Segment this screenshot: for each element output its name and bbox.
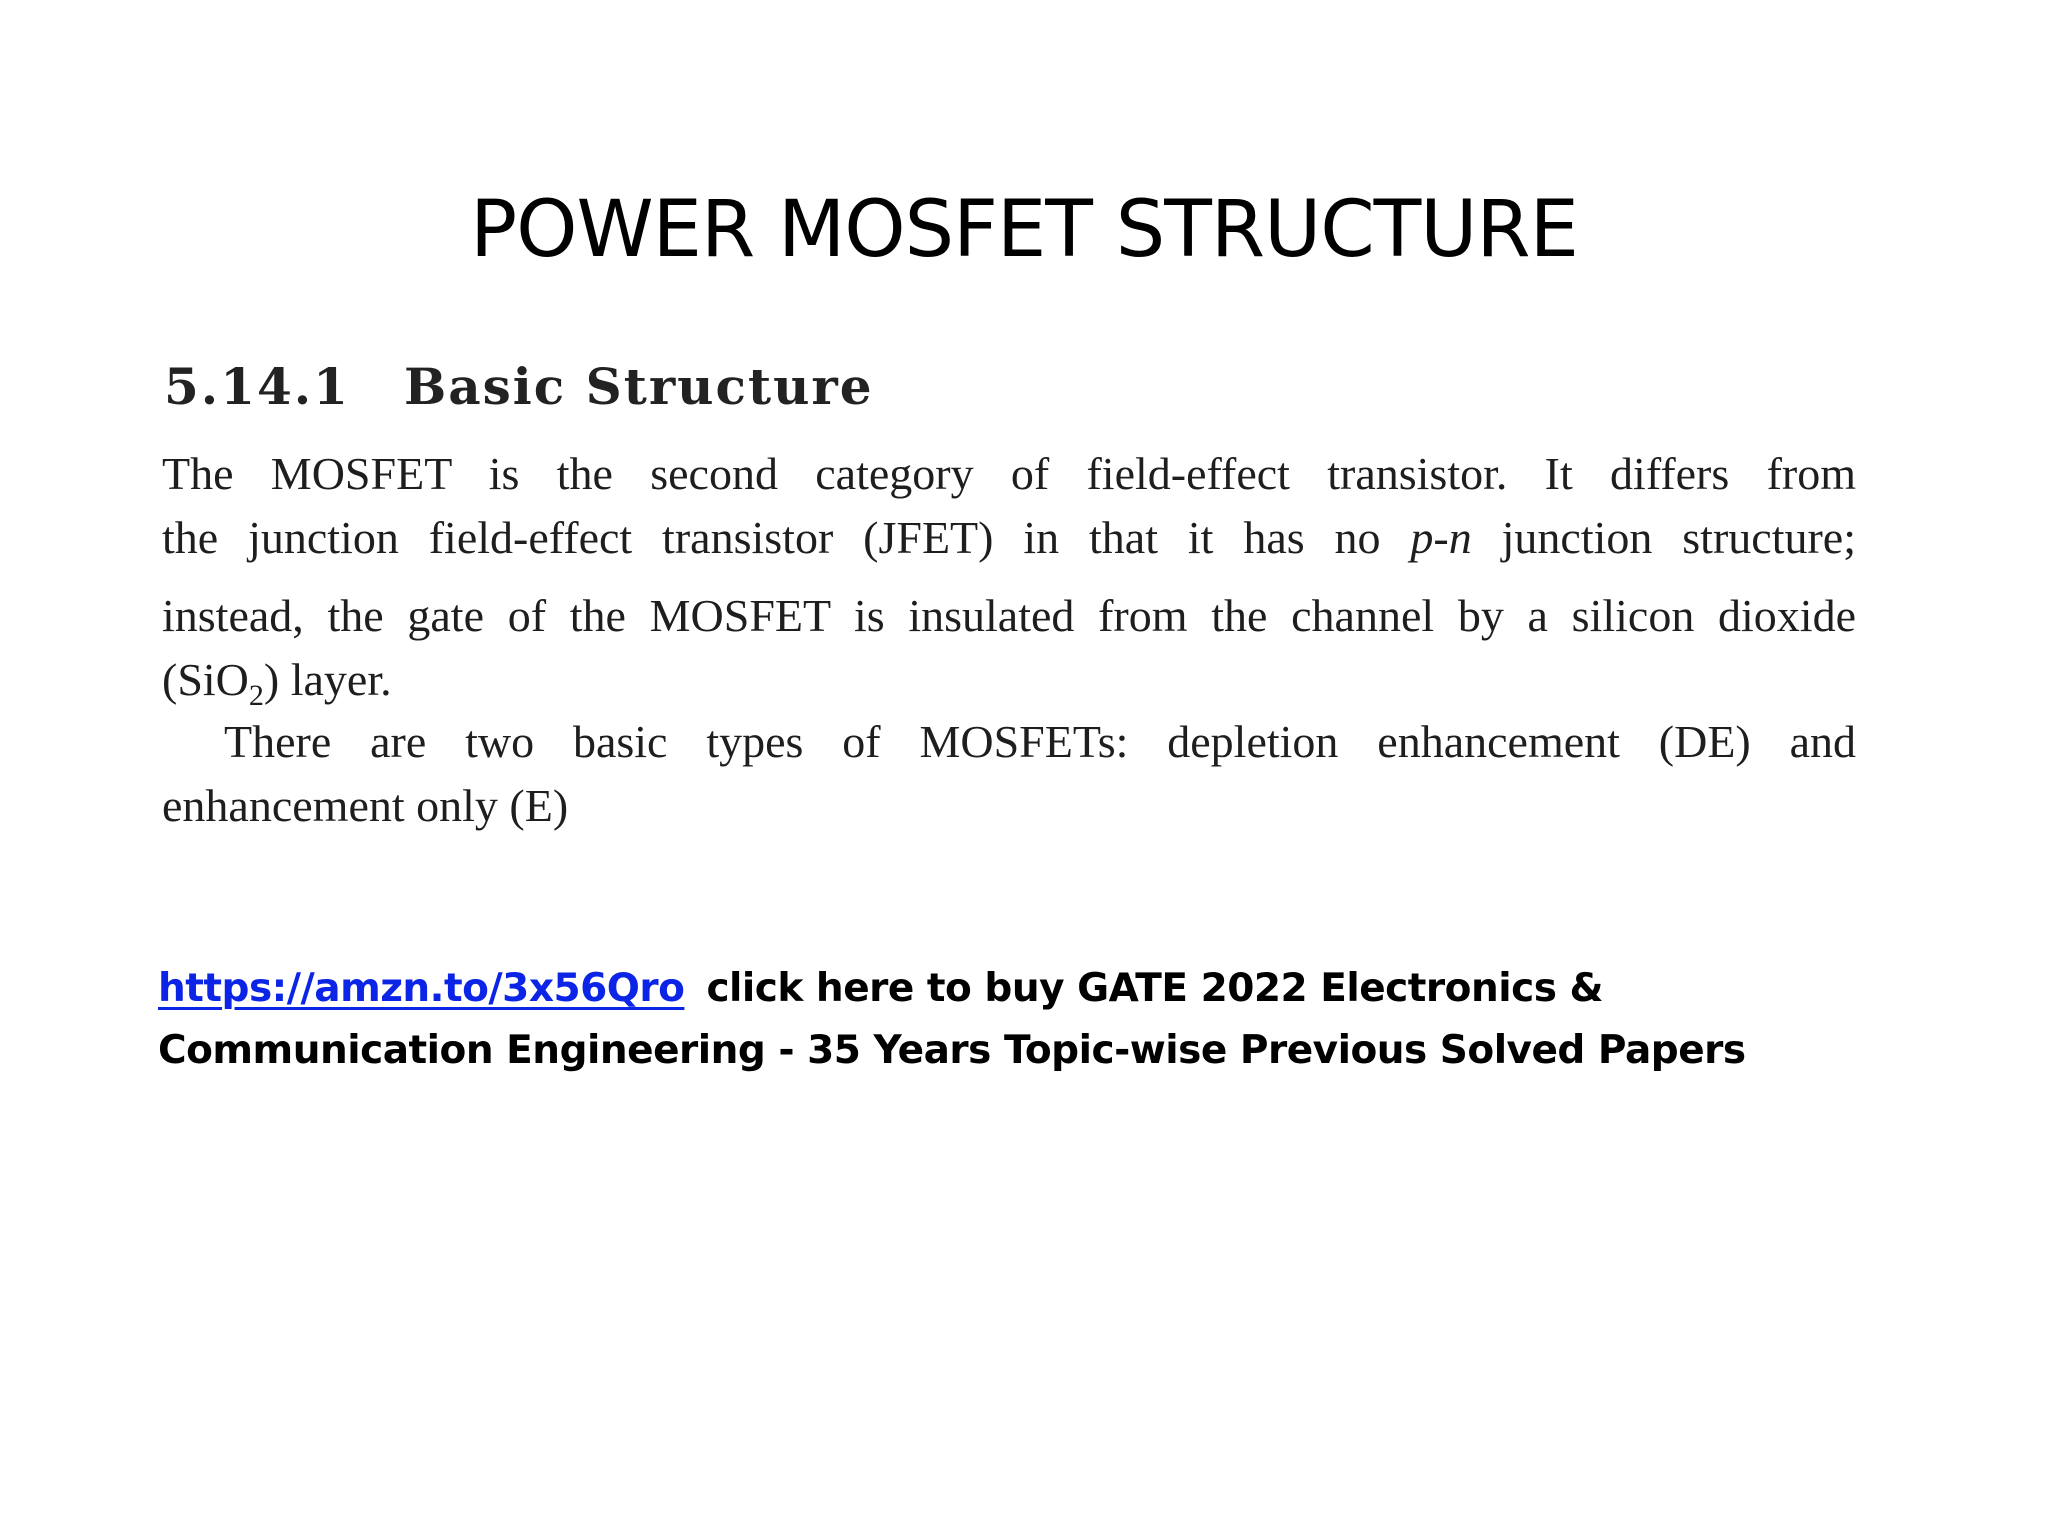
promo-line-1: click here to buy GATE 2022 Electronics & bbox=[706, 966, 1604, 1011]
line-text: the junction field-effect transistor (JFET) in that it has no bbox=[162, 512, 1411, 563]
line-text: junction structure; bbox=[1471, 512, 1856, 563]
paragraph-line: instead, the gate of the MOSFET is insulated from the channel by a silicon dioxide bbox=[162, 590, 1856, 641]
slide-title: POWER MOSFET STRUCTURE bbox=[470, 185, 1578, 275]
paragraph-line bbox=[162, 650, 1856, 710]
scanned-textbook-excerpt bbox=[158, 352, 1878, 852]
paragraph-line: There are two basic types of MOSFETs: depletion enhancement (DE) and bbox=[224, 716, 1856, 767]
subscript: 2 bbox=[248, 679, 264, 712]
promo-text bbox=[158, 958, 1918, 1082]
line-text: (SiO bbox=[162, 654, 249, 705]
section-heading bbox=[164, 352, 874, 422]
line-text: ) layer. bbox=[263, 654, 392, 705]
section-title: Basic Structure bbox=[403, 357, 874, 416]
pn-term: p-n bbox=[1410, 512, 1472, 563]
paragraph-line bbox=[162, 508, 1856, 568]
paragraph-line: enhancement only (E) bbox=[162, 780, 569, 831]
promo-line-2: Communication Engineering - 35 Years Topic-wise Previous Solved Papers bbox=[158, 1028, 1746, 1073]
amazon-link[interactable]: https://amzn.to/3x56Qro bbox=[158, 966, 685, 1011]
paragraph-line: The MOSFET is the second category of field-effect transistor. It differs from bbox=[162, 448, 1856, 499]
section-number: 5.14.1 bbox=[164, 357, 350, 416]
